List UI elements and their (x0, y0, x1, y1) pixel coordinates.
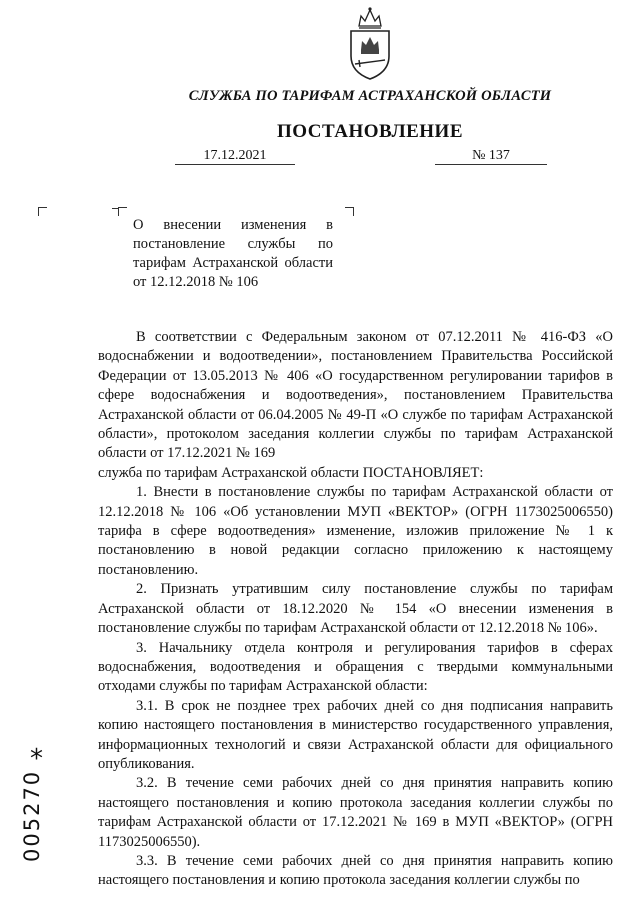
resolves-line: служба по тарифам Астраханской области ПОСТАНОВЛЯЕТ: (98, 464, 484, 481)
margin-stamp (8, 744, 56, 862)
item-3-3-paragraph: 3.3. В течение семи рабочих дней со дня принятия направить копию настоящего постановления и копию протокола заседания коллегии службы по (98, 852, 613, 889)
corner-mark-subject-right (345, 207, 354, 216)
corner-mark-left (38, 207, 47, 216)
asterisk-mark: * (30, 744, 43, 774)
document-type-heading: ПОСТАНОВЛЕНИЕ (276, 121, 464, 142)
corner-mark-subject-left (118, 207, 127, 216)
organization-title: СЛУЖБА ПО ТАРИФАМ АСТРАХАНСКОЙ ОБЛАСТИ (188, 88, 552, 104)
item-3-paragraph: 3. Начальнику отдела контроля и регулирования тарифов в сферах водоснабжения, водоотведения и обращения с твердыми коммунальными отходами службы по тарифам Астраханской области: (98, 639, 613, 695)
item-3-2-paragraph: 3.2. В течение семи рабочих дней со дня принятия направить копию настоящего постановления и копию протокола заседания коллегии службы по тарифам Астраханской области от 17.12.2021 № 169 в МУП «ВЕКТОР» (ОГРН 1173025006550). (98, 775, 613, 850)
document-date: 17.12.2021 (175, 148, 295, 165)
item-1-paragraph: 1. Внести в постановление службы по тарифам Астраханской области от 12.12.2018 № 106 «Об установлении МУП «ВЕКТОР» (ОГРН 1173025006550) тарифа в сфере водоотведения» изменение, изложив приложение № 1 к постановлению в новой редакции согласно приложению к настоящему постановлению. (98, 484, 613, 578)
item-3-1-paragraph: 3.1. В срок не позднее трех рабочих дней со дня подписания направить копию настоящего постановления в министерство государственного управления, информационных технологий и связи Астраханской области для официального опубликования. (98, 697, 613, 772)
document-body (98, 328, 613, 891)
item-2-paragraph: 2. Признать утратившим силу постановление службы по тарифам Астраханской области от 18.12.2020 № 154 «О внесении изменения в постановление службы по тарифам Астраханской области от 12.12.2018 № 106». (98, 581, 613, 637)
margin-registration-number: 005270 (20, 769, 44, 862)
document-subject: О внесении изменения в постановление службы по тарифам Астраханской области от 12.12.2018 № 106 (133, 217, 333, 290)
coat-of-arms-emblem (345, 4, 395, 82)
document-number: № 137 (435, 148, 547, 165)
preamble-paragraph: В соответствии с Федеральным законом от 07.12.2011 № 416-ФЗ «О водоснабжении и водоотведении», постановлением Правительства Российской Федерации от 13.05.2013 № 406 «О государственном регулировании тарифов в сфере водоснабжения и водоотведения», постановлением Правительства Астраханской области от 06.04.2005 № 49-П «О службе по тарифам Астраханской области», протоколом заседания коллегии службы по тарифам Астраханской области от 17.12.2021 № 169 (98, 329, 613, 462)
